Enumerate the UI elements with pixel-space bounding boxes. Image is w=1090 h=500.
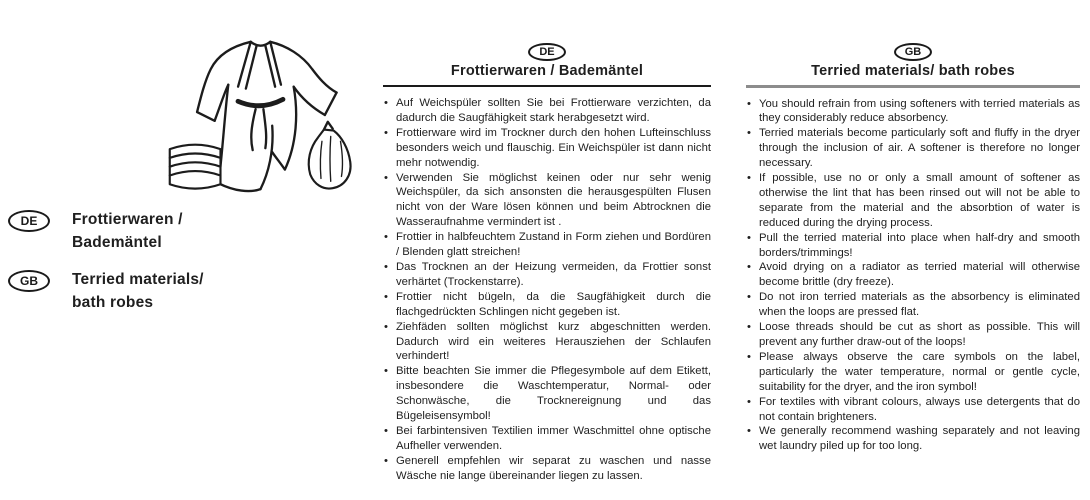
bullet-item <box>746 320 1080 350</box>
english-column-header <box>746 42 1080 79</box>
english-header-rule <box>746 85 1080 88</box>
bullet-dot: • <box>747 395 751 408</box>
bullet-dot: • <box>747 261 751 274</box>
german-bullet-list <box>383 96 711 484</box>
bullet-dot: • <box>747 291 751 304</box>
german-header-rule <box>383 85 711 87</box>
bullet-dot: • <box>384 97 388 109</box>
bullet-item <box>383 364 711 424</box>
bullet-dot: • <box>747 97 751 110</box>
de-badge: DE <box>528 43 566 61</box>
language-title-de-line2: Bademäntel <box>72 234 162 251</box>
bullet-text: Do not iron terried materials as the absorbency is eliminated when the loops are pressed flat. <box>759 291 1080 319</box>
gb-badge: GB <box>894 43 932 61</box>
bullet-text: Terried materials become particularly soft and fluffy in the dryer through the inclusion of air. A softener is therefore no longer necessary. <box>759 127 1080 170</box>
bullet-item <box>383 320 711 365</box>
bullet-item <box>383 260 711 290</box>
bullet-text: Frottier in halbfeuchtem Zustand in Form ziehen und Bordüren / Blenden glatt streichen! <box>396 231 711 259</box>
bullet-item <box>746 260 1080 290</box>
bullet-text: Frottierware wird im Trockner durch den hohen Lufteinschluss besonders weich und flauschig. Ein Weichspüler ist dann nicht mehr notwendig. <box>396 126 711 169</box>
bullet-item <box>746 290 1080 320</box>
bullet-item <box>746 231 1080 261</box>
language-labels <box>8 208 204 328</box>
english-bullet-list <box>746 97 1080 455</box>
english-column <box>746 42 1080 454</box>
bullet-item <box>383 126 711 171</box>
bullet-text: We generally recommend washing separately and not leaving wet laundry piled up for too long. <box>759 425 1080 453</box>
bathrobe-towels-illustration <box>160 28 360 205</box>
bullet-text: Please always observe the care symbols on the label, particularly the water temperature, normal or gentle cycle, suitability for the dryer, and the iron symbol! <box>759 350 1080 393</box>
german-column-heading: Frottierwaren / Bademäntel <box>450 63 644 79</box>
language-title-gb-line1: Terried materials/ <box>72 271 204 288</box>
bullet-text: If possible, use no or only a small amount of softener as otherwise the lint that has been rinsed out will not be able to separate from the material and the absorbtion of water is reduced during the drying process. <box>759 172 1080 229</box>
language-label-de <box>8 208 204 254</box>
bullet-dot: • <box>747 321 751 334</box>
language-title-de <box>72 208 183 254</box>
language-title-gb-line2: bath robes <box>72 294 154 311</box>
bullet-dot: • <box>384 290 388 303</box>
bullet-item <box>746 97 1080 127</box>
bullet-item <box>383 290 711 320</box>
bullet-item <box>746 395 1080 425</box>
bullet-dot: • <box>384 231 388 244</box>
bullet-dot: • <box>747 127 751 140</box>
bullet-item <box>383 96 711 126</box>
bathrobe-illustration-svg <box>160 28 360 200</box>
bullet-dot: • <box>384 365 388 378</box>
bullet-item <box>746 171 1080 231</box>
bullet-item <box>383 230 711 260</box>
bullet-text: Pull the terried material into place when half-dry and smooth borders/trimmings! <box>759 231 1080 259</box>
bullet-dot: • <box>747 231 751 244</box>
bullet-dot: • <box>384 126 388 139</box>
bullet-text: Generell empfehlen wir separat zu waschen und nasse Wäsche nie lange übereinander liegen zu lassen. <box>396 454 711 482</box>
bullet-dot: • <box>747 172 751 185</box>
bullet-dot: • <box>747 350 751 363</box>
bullet-text: Bei farbintensiven Textilien immer Waschmittel ohne optische Aufheller verwenden. <box>396 424 711 452</box>
german-column-header <box>383 42 711 79</box>
bullet-dot: • <box>384 424 388 437</box>
de-badge: DE <box>8 210 50 232</box>
bullet-item <box>746 424 1080 454</box>
language-label-gb <box>8 268 204 314</box>
bullet-dot: • <box>384 171 388 184</box>
bullet-text: Verwenden Sie möglichst keinen oder nur sehr wenig Weichspüler, da sich ansonsten die herausgespülten Flusen nicht von der Ware lösen können und beim Abtrocknen die Wasseraufnahme vermindert ist . <box>396 171 711 229</box>
bullet-item <box>383 454 711 484</box>
bullet-item <box>746 350 1080 395</box>
bullet-text: Frottier nicht bügeln, da die Saugfähigkeit durch die flachgedrückten Schlingen nicht gegeben ist. <box>396 290 711 318</box>
bullet-text: You should refrain from using softeners with terried materials as they considerably reduce absorbency. <box>759 97 1080 125</box>
bullet-item <box>746 126 1080 171</box>
bullet-text: Avoid drying on a radiator as terried material will otherwise become brittle (dry freeze). <box>759 261 1080 289</box>
bullet-dot: • <box>384 454 388 467</box>
bullet-text: Das Trocknen an der Heizung vermeiden, da Frottier sonst verhärtet (Trockenstarre). <box>396 260 711 288</box>
bullet-text: Loose threads should be cut as short as possible. This will prevent any further draw-out of the loops! <box>759 321 1080 348</box>
bullet-dot: • <box>384 260 388 273</box>
gb-badge: GB <box>8 270 50 292</box>
bullet-text: Bitte beachten Sie immer die Pflegesymbole auf dem Etikett, insbesondere die Waschtemperatur, Normal- oder Schonwäsche, die Trocknereignung und das Bügeleisensymbol! <box>396 365 711 423</box>
bullet-text: Ziehfäden sollten möglichst kurz abgeschnitten werden. Dadurch wird ein weiteres Herausziehen der Schlaufen verhindert! <box>396 320 711 363</box>
bullet-dot: • <box>384 320 388 333</box>
english-column-heading: Terried materials/ bath robes <box>811 63 1015 79</box>
language-title-gb <box>72 268 204 314</box>
bullet-text: For textiles with vibrant colours, always use detergents that do not contain brighteners. <box>759 395 1080 423</box>
language-title-de-line1: Frottierwaren / <box>72 211 183 228</box>
bullet-dot: • <box>747 425 751 438</box>
bullet-text: Auf Weichspüler sollten Sie bei Frottierware verzichten, da dadurch die Saugfähigkeit stark herabgesetzt wird. <box>396 97 711 124</box>
german-column <box>383 42 711 484</box>
bullet-item <box>383 171 711 231</box>
bullet-item <box>383 424 711 454</box>
